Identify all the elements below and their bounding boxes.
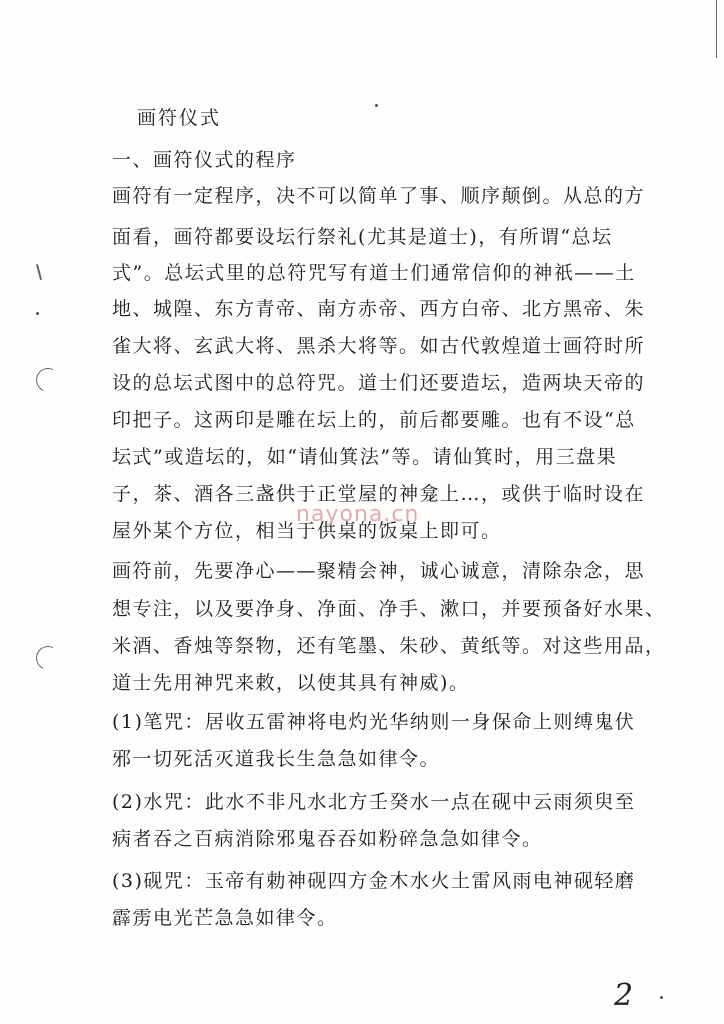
- scan-mark: [716, 0, 717, 58]
- punch-hole-mark: [33, 643, 64, 674]
- paragraph-line: 雀大将、玄武大将、黑杀大将等。如古代敦煌道士画符时所: [112, 335, 646, 357]
- incantation-line: (1)笔咒：居收五雷神将电灼光华纳则一身保命上则缚鬼伏: [112, 711, 636, 733]
- paragraph-line: 子，茶、酒各三盏供于正堂屋的神龛上…，或供于临时设在: [112, 483, 646, 505]
- paragraph-line: 设的总坛式图中的总符咒。道士们还要造坛，造两块天帝的: [112, 372, 646, 394]
- paragraph-line: 地、城隍、东方青帝、南方赤帝、西方白帝、北方黑帝、朱: [112, 298, 646, 320]
- scan-mark: [660, 996, 663, 999]
- incantation-line: (2)水咒：此水不非凡水北方壬癸水一点在砚中云雨须臾至: [112, 791, 636, 813]
- paragraph-line: 道士先用神咒来敕，以使其具有神威)。: [112, 672, 470, 694]
- incantation-line: 霹雳电光芒急急如律令。: [112, 907, 338, 929]
- page-number: 2: [614, 978, 634, 1013]
- incantation-line: 邪一切死活灭道我长生急急如律令。: [112, 748, 441, 770]
- scan-mark: [375, 104, 378, 107]
- paragraph-line: 想专注，以及要净身、净面、净手、漱口，并要预备好水果、: [112, 598, 666, 620]
- scan-mark: [36, 264, 42, 280]
- paragraph-line: 印把子。这两印是雕在坛上的，前后都要雕。也有不设“总: [112, 409, 636, 431]
- paragraph-line: 面看，画符都要设坛行祭礼(尤其是道士)，有所谓“总坛: [112, 226, 613, 248]
- punch-hole-mark: [33, 365, 64, 396]
- scan-mark: [36, 312, 39, 315]
- section-title: 一、画符仪式的程序: [112, 149, 297, 171]
- incantation-line: 病者吞之百病消除邪鬼吞吞如粉碎急急如律令。: [112, 828, 543, 850]
- incantation-line: (3)砚咒：玉帝有勅神砚四方金木水火土雷风雨电神砚轻磨: [112, 870, 636, 892]
- paragraph-line: 画符有一定程序，决不可以简单了事、顺序颠倒。从总的方: [112, 185, 646, 207]
- paragraph-line: 画符前，先要净心——聚精会神，诚心诚意，清除杂念，思: [112, 560, 646, 582]
- paragraph-line: 屋外某个方位，相当于供桌的饭桌上即可。: [112, 520, 502, 542]
- document-heading: 画符仪式: [137, 107, 222, 129]
- paragraph-line: 坛式”或造坛的，如“请仙箕法”等。请仙箕时，用三盘果: [112, 446, 618, 468]
- paragraph-line: 米酒、香烛等祭物，还有笔墨、朱砂、黄纸等。对这些用品，: [112, 635, 666, 657]
- paragraph-line: 式”。总坛式里的总符咒写有道士们通常信仰的神祇——土: [112, 262, 636, 284]
- watermark: nayona.cn: [296, 502, 420, 527]
